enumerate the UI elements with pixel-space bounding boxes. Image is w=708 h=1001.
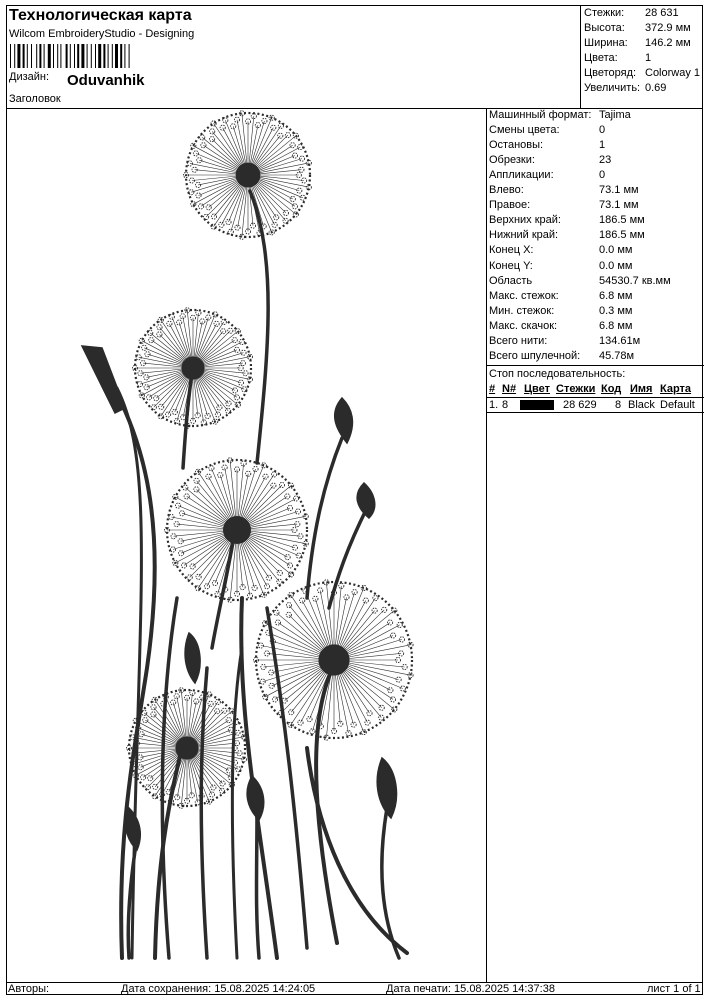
column-header: Код <box>601 383 622 395</box>
detail-row: Нижний край: 186.5 мм <box>489 229 645 241</box>
detail-row: Макс. стежок: 6.8 мм <box>489 290 633 302</box>
detail-row: Всего нити: 134.61м <box>489 335 641 347</box>
column-header: # <box>489 383 496 395</box>
detail-row: Конец Y: 0.0 мм <box>489 260 633 272</box>
details-panel <box>486 108 704 982</box>
column-header: Имя <box>630 383 653 395</box>
detail-row: Мин. стежок: 0.3 мм <box>489 305 633 317</box>
summary-row: Цветоряд: Colorway 1 <box>584 67 701 79</box>
summary-row: Увеличить: 0.69 <box>584 82 667 94</box>
dandelion-head <box>164 458 308 603</box>
summary-row: Высота: 372.9 мм <box>584 22 691 34</box>
summary-row: Стежки: 28 631 <box>584 7 679 19</box>
footer <box>6 982 703 996</box>
thread-name: Black <box>628 399 655 411</box>
detail-row: Макс. скачок: 6.8 мм <box>489 320 633 332</box>
heading-label: Заголовок <box>9 93 61 105</box>
detail-row: Аппликации: 0 <box>489 169 606 181</box>
page-title: Технологическая карта <box>9 7 192 24</box>
column-header: N# <box>502 383 517 395</box>
needle-number: 8 <box>502 399 509 411</box>
detail-row: Всего шпулечной: 45.78м <box>489 350 635 362</box>
dandelion-head <box>126 688 246 809</box>
embroidery-design-preview <box>7 108 486 982</box>
detail-row: Правое: 73.1 мм <box>489 199 639 211</box>
summary-row: Цвета: 1 <box>584 52 652 64</box>
stop-sequence-title: Стоп последовательность: <box>489 368 626 380</box>
detail-row: Верхних край: 186.5 мм <box>489 214 645 226</box>
header <box>6 5 703 109</box>
thread-chart: Default <box>660 399 695 411</box>
detail-row: Смены цвета: 0 <box>489 124 606 136</box>
thread-code: 8 <box>615 399 622 411</box>
dandelion-head <box>132 308 252 429</box>
detail-row: Обрезки: 23 <box>489 154 612 166</box>
detail-row: Область 54530.7 кв.мм <box>489 275 671 287</box>
design-label: Дизайн: <box>9 71 50 83</box>
table-row <box>487 398 704 413</box>
dandelion-head <box>183 111 311 240</box>
stitch-count: 28 629 <box>563 399 597 411</box>
column-header: Стежки <box>556 383 596 395</box>
authors-label: Авторы: <box>8 983 50 995</box>
column-header: Цвет <box>524 383 551 395</box>
page-number: лист 1 of 1 <box>647 983 701 995</box>
detail-row: Конец X: 0.0 мм <box>489 244 633 256</box>
saved-date: Дата сохранения: 15.08.2025 14:24:05 <box>121 983 316 995</box>
summary-row: Ширина: 146.2 мм <box>584 37 691 49</box>
software-name: Wilcom EmbroideryStudio - Designing <box>9 28 195 40</box>
dandelion-head <box>253 580 413 740</box>
design-name: Oduvanhik <box>67 72 145 89</box>
printed-date: Дата печати: 15.08.2025 14:37:38 <box>386 983 555 995</box>
stop-sequence-table <box>487 365 704 411</box>
detail-row: Машинный формат: Tajima <box>489 109 631 121</box>
detail-row: Остановы: 1 <box>489 139 606 151</box>
table-header <box>487 382 704 398</box>
color-swatch <box>520 400 554 410</box>
detail-row: Влево: 73.1 мм <box>489 184 639 196</box>
summary-panel <box>580 5 703 108</box>
row-number: 1. <box>489 399 499 411</box>
column-header: Карта <box>660 383 692 395</box>
barcode <box>10 44 200 68</box>
